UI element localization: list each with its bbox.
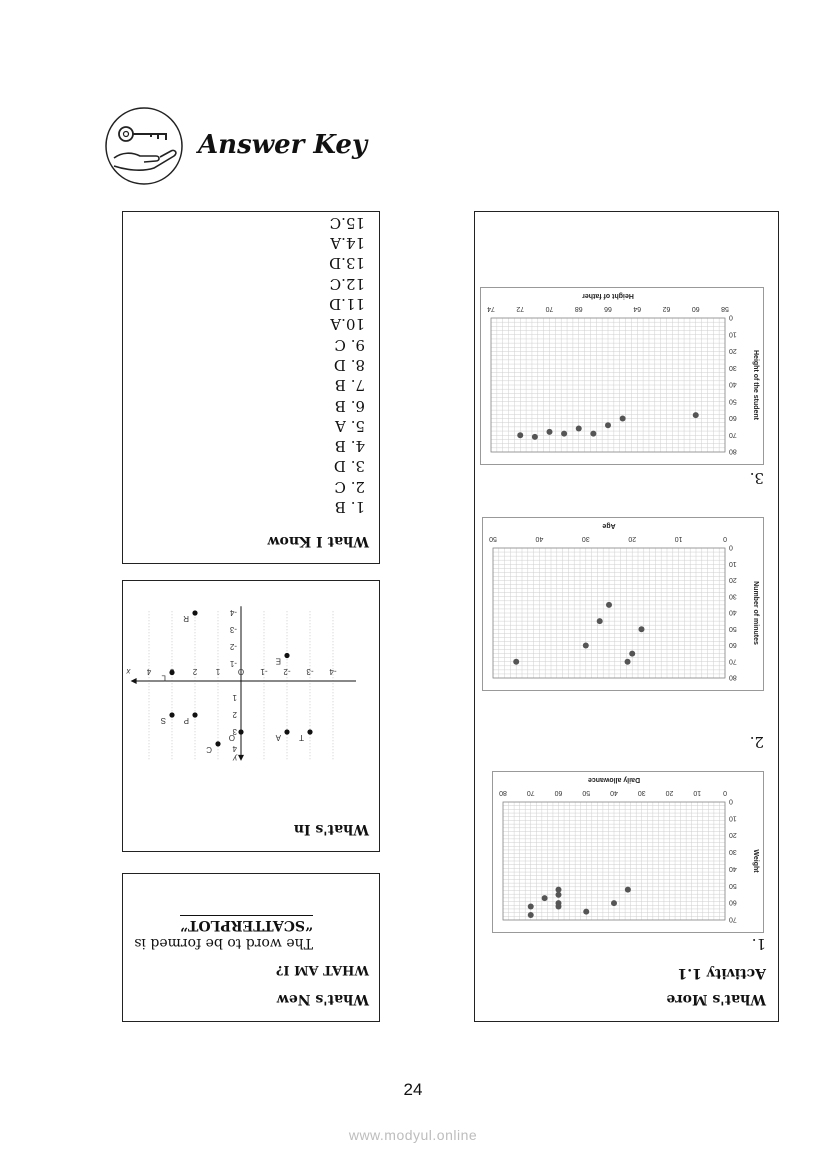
item-label-3: 3. — [749, 469, 764, 487]
y-tick-label: 30 — [729, 363, 737, 371]
x-axis-arrow — [131, 678, 137, 684]
y-tick-label: 10 — [729, 330, 737, 338]
y-tick-label: 10 — [729, 559, 737, 567]
point-label: A — [275, 733, 281, 742]
y-axis-label: Number of minutes — [752, 581, 759, 645]
y-tick-label: 70 — [729, 430, 737, 438]
y-axis-label: Height of the student — [752, 350, 759, 420]
x-tick-label: 2 — [192, 667, 198, 676]
x-tick-label: 20 — [665, 789, 674, 796]
y-tick-label: 50 — [729, 881, 737, 889]
plot-point — [169, 712, 174, 717]
y-tick-label: -3 — [229, 625, 237, 634]
list-item: 6. B — [334, 396, 365, 415]
x-tick-label: O — [237, 667, 245, 676]
y-tick-label: 0 — [729, 543, 733, 551]
y-axis-label: Weight — [752, 849, 759, 873]
data-point — [583, 909, 589, 915]
data-point — [693, 412, 699, 418]
y-tick-label: 60 — [729, 414, 737, 421]
x-tick-label: 68 — [574, 305, 583, 312]
list-item: 4. B — [334, 437, 365, 456]
x-tick-label: 70 — [526, 789, 535, 796]
data-point — [556, 887, 562, 893]
x-tick-label: 30 — [637, 789, 646, 796]
y-tick-label: 20 — [729, 831, 737, 839]
y-tick-label: 10 — [729, 814, 737, 822]
coordinate-plane — [126, 581, 369, 764]
x-tick-label: 58 — [721, 305, 729, 312]
y-tick-label: -2 — [229, 642, 237, 651]
plot-point — [192, 712, 197, 717]
x-tick-label: 40 — [535, 535, 544, 542]
data-point — [513, 659, 519, 665]
point-label: R — [183, 614, 189, 623]
y-axis-arrow — [238, 755, 244, 761]
y-tick-label: 30 — [729, 592, 737, 600]
plot-point — [238, 729, 243, 734]
y-tick-label: 2 — [232, 710, 237, 719]
x-tick-label: 4 — [146, 667, 152, 676]
x-tick-label: 66 — [604, 305, 612, 312]
whats-new-answer: “SCATTERPLOT” — [179, 917, 313, 933]
x-tick-label: 50 — [582, 789, 591, 796]
plot-point — [215, 741, 220, 746]
x-tick-label: 40 — [610, 789, 618, 796]
whats-in-heading: What's In — [293, 821, 369, 837]
data-point — [620, 416, 626, 422]
x-tick-label: 62 — [662, 305, 671, 312]
y-tick-label: 40 — [729, 380, 737, 388]
list-item: 1. B — [334, 498, 365, 516]
whats-new-box — [122, 873, 380, 1022]
y-tick-label: 40 — [729, 864, 737, 872]
item-label-2: 2. — [749, 733, 764, 751]
x-tick-label: 80 — [499, 789, 507, 796]
x-tick-label: -1 — [260, 667, 268, 676]
y-tick-label: 0 — [729, 313, 733, 321]
list-item: 13.D — [329, 254, 365, 273]
point-label: P — [183, 716, 189, 725]
whats-more-box — [474, 211, 779, 1022]
data-point — [625, 887, 631, 893]
y-tick-label: -4 — [229, 608, 237, 617]
y-tick-label: 3 — [232, 727, 237, 736]
y-tick-label: 20 — [729, 576, 737, 583]
y-tick-label: y — [233, 754, 237, 764]
y-tick-label: 4 — [232, 744, 237, 753]
x-tick-label: 60 — [691, 305, 700, 312]
x-tick-label: x — [126, 667, 131, 676]
scatter-chart-height — [480, 287, 764, 465]
y-tick-label: 60 — [729, 898, 737, 906]
list-item: 9. C — [334, 335, 365, 354]
list-item: 14.A — [330, 234, 365, 253]
point-label: E — [275, 656, 281, 666]
whats-new-subheading: WHAT AM I? — [275, 962, 369, 977]
y-tick-label: 50 — [729, 397, 737, 405]
activity-label: Activity 1.1 — [677, 965, 766, 981]
x-tick-label: 50 — [489, 535, 497, 542]
list-item: 12.C — [329, 274, 365, 293]
x-tick-label: 10 — [693, 789, 702, 796]
what-i-know-heading: What I Know — [267, 533, 369, 549]
list-item: 11.D — [329, 295, 365, 314]
x-axis-label: Age — [602, 522, 616, 529]
plot-point — [307, 729, 312, 734]
point-label: O — [228, 733, 235, 742]
y-tick-label: 20 — [729, 347, 737, 354]
y-tick-label: 50 — [729, 624, 737, 632]
data-point — [611, 900, 617, 906]
data-point — [517, 432, 523, 438]
data-point — [605, 422, 611, 428]
data-point — [576, 426, 582, 432]
y-tick-label: 80 — [729, 447, 737, 455]
y-tick-label: 40 — [729, 608, 737, 616]
y-tick-label: 70 — [729, 657, 737, 665]
data-point — [606, 602, 612, 608]
x-tick-label: 20 — [628, 535, 637, 542]
x-tick-label: 10 — [674, 535, 683, 542]
data-point — [590, 431, 596, 437]
y-tick-label: 30 — [729, 848, 737, 856]
x-tick-label: 70 — [545, 305, 554, 312]
whats-more-heading: What's More — [666, 991, 766, 1007]
y-tick-label: -1 — [229, 659, 237, 668]
page-title: Answer Key — [198, 130, 368, 160]
x-tick-label: 64 — [633, 305, 642, 312]
item-label-1: 1. — [751, 935, 766, 953]
x-tick-label: 60 — [554, 789, 563, 796]
list-item: 10.A — [330, 315, 365, 334]
data-point — [561, 431, 567, 437]
list-item: 15.C — [329, 213, 365, 232]
x-tick-label: -2 — [283, 667, 291, 676]
data-point — [528, 912, 534, 918]
data-point — [583, 643, 589, 649]
data-point — [597, 618, 603, 624]
page-number: 24 — [403, 1080, 423, 1099]
scatter-chart-minutes-age — [482, 517, 764, 691]
data-point — [556, 900, 562, 906]
x-axis-label: Height of father — [582, 292, 634, 299]
point-label: S — [160, 716, 166, 725]
list-item: 3. D — [333, 457, 365, 476]
y-tick-label: 70 — [729, 915, 737, 923]
whats-new-text: The word to be formed is — [134, 935, 313, 951]
data-point — [638, 626, 644, 632]
x-tick-label: 30 — [581, 535, 590, 542]
data-point — [629, 651, 635, 657]
plot-point — [169, 670, 174, 675]
answer-list — [329, 213, 365, 517]
list-item: 7. B — [334, 376, 365, 395]
y-tick-label: 0 — [729, 797, 733, 805]
key-in-hand-icon — [104, 106, 184, 186]
x-tick-label: 0 — [723, 535, 727, 542]
data-point — [547, 429, 553, 435]
data-point — [532, 434, 538, 440]
x-tick-label: 1 — [215, 667, 221, 676]
data-point — [625, 659, 631, 665]
x-tick-label: 74 — [487, 305, 495, 312]
y-tick-label: 60 — [729, 641, 737, 648]
list-item: 5. A — [335, 416, 365, 435]
plot-point — [284, 729, 289, 734]
watermark: www.modyul.online — [348, 1127, 478, 1143]
point-label: C — [206, 744, 212, 754]
x-tick-label: 72 — [516, 305, 525, 312]
whats-new-heading: What's New — [276, 991, 369, 1007]
point-label: L — [161, 673, 166, 683]
what-i-know-box — [122, 211, 380, 564]
list-item: 2. C — [334, 477, 365, 496]
plot-point — [284, 653, 289, 658]
list-item: 8. D — [333, 355, 365, 374]
data-point — [528, 904, 534, 910]
y-tick-label: 1 — [232, 693, 237, 702]
y-tick-label: 80 — [729, 673, 737, 681]
scatter-chart-weight-allowance — [492, 771, 764, 933]
plot-point — [192, 610, 197, 615]
data-point — [542, 895, 548, 901]
point-label: T — [299, 733, 304, 742]
x-tick-label: 0 — [723, 789, 727, 796]
x-tick-label: -4 — [329, 667, 337, 676]
whats-in-box — [122, 580, 380, 852]
x-axis-label: Daily allowance — [587, 776, 641, 783]
x-tick-label: -3 — [306, 667, 314, 676]
